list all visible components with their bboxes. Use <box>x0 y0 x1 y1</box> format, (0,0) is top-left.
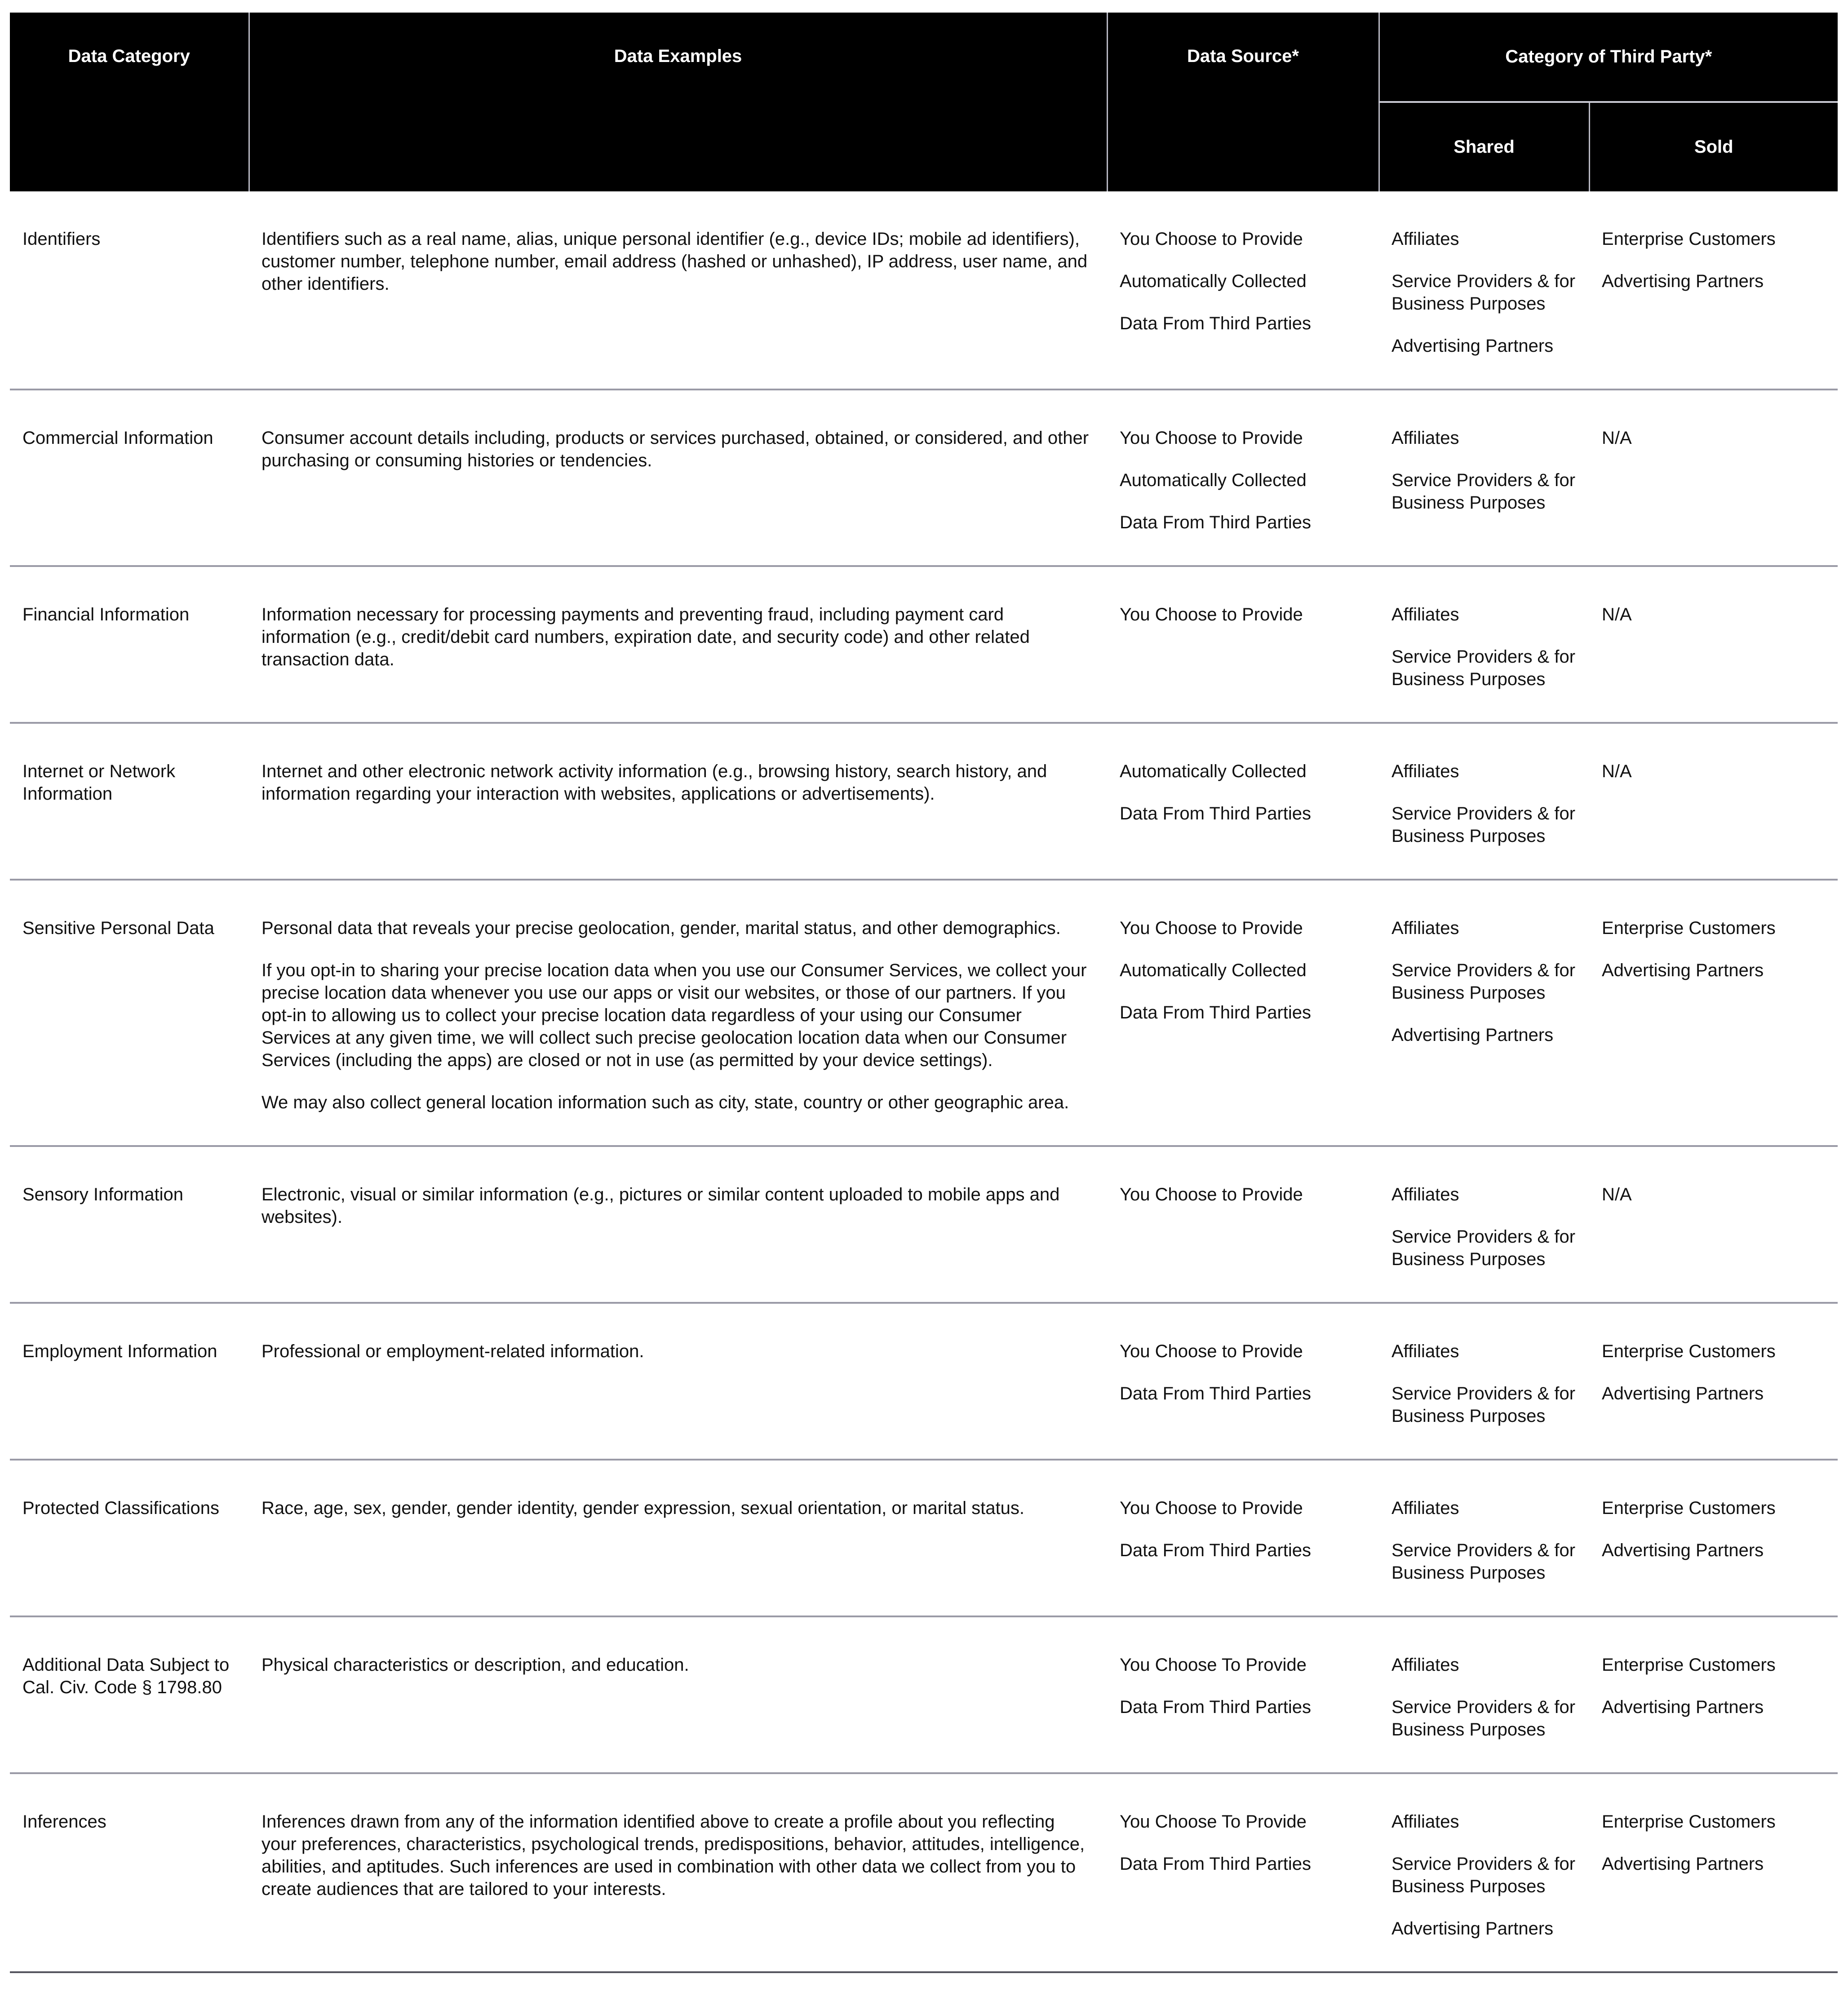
sold-party-item: N/A <box>1602 428 1632 448</box>
cell-shared <box>1379 1146 1589 1303</box>
data-category-table <box>10 13 1838 1973</box>
example-paragraph: Personal data that reveals your precise geolocation, gender, marital status, and other demographics. <box>261 918 1061 938</box>
data-source-item: Automatically Collected <box>1120 761 1307 781</box>
example-paragraph: Physical characteristics or description, and education. <box>261 1655 689 1675</box>
cell-data-source <box>1107 1616 1379 1773</box>
cell-sold-list <box>1602 427 1825 449</box>
cell-data-category: Employment Information <box>10 1303 249 1460</box>
cell-data-examples <box>249 389 1107 566</box>
cell-sold <box>1589 1616 1838 1773</box>
example-paragraph: If you opt-in to sharing your precise location data when you use our Consumer Services, we collect your precise location data whenever you use our apps or visit our websites, or those of our partners. If you opt-in to allowing us to collect your precise location data regardless of your using our Consumer Services at any given time, we will collect such precise geolocation location data when our Consumer Services (including the apps) are closed or not in use (as permitted by your device settings). <box>261 960 1087 1070</box>
data-source-item: You Choose to Provide <box>1120 918 1303 938</box>
table-row <box>10 723 1838 880</box>
table-body <box>10 191 1838 1972</box>
header-data-source: Data Source* <box>1107 13 1379 191</box>
data-source-item: You Choose To Provide <box>1120 1812 1307 1832</box>
data-source-item: Data From Third Parties <box>1120 1384 1312 1403</box>
cell-data-source-list <box>1120 228 1366 335</box>
cell-sold-list <box>1602 917 1825 982</box>
cell-data-source-list <box>1120 1810 1366 1875</box>
data-source-item: You Choose to Provide <box>1120 1185 1303 1204</box>
cell-data-category: Identifiers <box>10 191 249 389</box>
cell-shared <box>1379 566 1589 723</box>
shared-party-item: Affiliates <box>1392 1498 1459 1518</box>
example-paragraph: Inferences drawn from any of the information identified above to create a profile about you reflecting your preferences, characteristics, psychological trends, predispositions, behavior, attitudes, intelligence, abilities, and aptitudes. Such inferences are used in combination with other data we collect from you to create audiences that are tailored to your interests. <box>261 1812 1085 1899</box>
cell-data-source <box>1107 1303 1379 1460</box>
data-source-item: Data From Third Parties <box>1120 1003 1312 1022</box>
sold-party-item: Advertising Partners <box>1602 1384 1764 1403</box>
sold-party-item: Advertising Partners <box>1602 960 1764 980</box>
cell-sold-list <box>1602 1183 1825 1206</box>
cell-data-source-list <box>1120 1183 1366 1206</box>
cell-shared <box>1379 1303 1589 1460</box>
shared-party-item: Affiliates <box>1392 229 1459 249</box>
sold-party-item: Advertising Partners <box>1602 271 1764 291</box>
example-paragraph: We may also collect general location information such as city, state, country or other geographic area. <box>261 1093 1069 1112</box>
cell-shared-list <box>1392 1654 1577 1741</box>
cell-data-examples <box>249 723 1107 880</box>
cell-data-category: Internet or Network Information <box>10 723 249 880</box>
cell-data-source <box>1107 191 1379 389</box>
example-paragraph: Electronic, visual or similar information (e.g., pictures or similar content uploaded to mobile apps and websites). <box>261 1185 1060 1227</box>
cell-shared <box>1379 191 1589 389</box>
cell-data-category: Inferences <box>10 1773 249 1972</box>
cell-data-category: Protected Classifications <box>10 1460 249 1616</box>
sold-party-item: Advertising Partners <box>1602 1854 1764 1874</box>
cell-data-category: Commercial Information <box>10 389 249 566</box>
data-source-item: You Choose to Provide <box>1120 229 1303 249</box>
data-source-item: Data From Third Parties <box>1120 1540 1312 1560</box>
cell-data-source <box>1107 1146 1379 1303</box>
cell-shared-list <box>1392 228 1577 357</box>
shared-party-item: Affiliates <box>1392 1341 1459 1361</box>
cell-shared-list <box>1392 603 1577 690</box>
shared-party-item: Service Providers & for Business Purposes <box>1392 470 1576 513</box>
header-data-category: Data Category <box>10 13 249 191</box>
cell-shared-list <box>1392 427 1577 514</box>
cell-data-source <box>1107 566 1379 723</box>
cell-sold <box>1589 880 1838 1146</box>
shared-party-item: Service Providers & for Business Purposes <box>1392 647 1576 689</box>
cell-shared-list <box>1392 1183 1577 1270</box>
table-row <box>10 1616 1838 1773</box>
data-source-item: You Choose to Provide <box>1120 1341 1303 1361</box>
data-source-item: Data From Third Parties <box>1120 1697 1312 1717</box>
shared-party-item: Advertising Partners <box>1392 1025 1554 1045</box>
shared-party-item: Affiliates <box>1392 1185 1459 1204</box>
cell-data-examples <box>249 1773 1107 1972</box>
shared-party-item: Affiliates <box>1392 1812 1459 1832</box>
example-paragraph: Identifiers such as a real name, alias, unique personal identifier (e.g., device IDs; mobile ad identifiers), customer number, telephone number, email address (hashed or unhashed), IP address, user name, and other identifiers. <box>261 229 1088 294</box>
cell-sold <box>1589 1146 1838 1303</box>
cell-data-category: Additional Data Subject to Cal. Civ. Code § 1798.80 <box>10 1616 249 1773</box>
data-source-item: You Choose To Provide <box>1120 1655 1307 1675</box>
table-row <box>10 1773 1838 1972</box>
cell-data-source-list <box>1120 1654 1366 1718</box>
cell-data-source <box>1107 723 1379 880</box>
table-row <box>10 191 1838 389</box>
sold-party-item: N/A <box>1602 605 1632 624</box>
cell-shared-list <box>1392 1497 1577 1584</box>
cell-sold-list <box>1602 1654 1825 1718</box>
sold-party-item: Enterprise Customers <box>1602 1498 1776 1518</box>
cell-data-examples <box>249 1616 1107 1773</box>
cell-shared <box>1379 389 1589 566</box>
cell-shared-list <box>1392 1810 1577 1940</box>
table-row <box>10 1146 1838 1303</box>
cell-sold <box>1589 1460 1838 1616</box>
cell-data-source-list <box>1120 917 1366 1024</box>
shared-party-item: Service Providers & for Business Purposes <box>1392 960 1576 1003</box>
example-paragraph: Internet and other electronic network activity information (e.g., browsing history, search history, and information regarding your interaction with websites, applications or advertisements). <box>261 761 1047 804</box>
data-source-item: Data From Third Parties <box>1120 804 1312 823</box>
data-source-item: Automatically Collected <box>1120 271 1307 291</box>
sold-party-item: Advertising Partners <box>1602 1540 1764 1560</box>
cell-sold-list <box>1602 228 1825 292</box>
data-source-item: You Choose to Provide <box>1120 605 1303 624</box>
cell-sold <box>1589 1303 1838 1460</box>
shared-party-item: Service Providers & for Business Purposes <box>1392 1227 1576 1269</box>
cell-data-examples <box>249 880 1107 1146</box>
sold-party-item: Advertising Partners <box>1602 1697 1764 1717</box>
table-row <box>10 389 1838 566</box>
cell-shared <box>1379 880 1589 1146</box>
cell-sold <box>1589 191 1838 389</box>
data-source-item: You Choose to Provide <box>1120 428 1303 448</box>
shared-party-item: Advertising Partners <box>1392 1919 1554 1939</box>
sold-party-item: Enterprise Customers <box>1602 918 1776 938</box>
cell-sold-list <box>1602 1810 1825 1875</box>
cell-shared <box>1379 1773 1589 1972</box>
cell-data-examples <box>249 1146 1107 1303</box>
cell-sold <box>1589 389 1838 566</box>
cell-shared-list <box>1392 760 1577 847</box>
shared-party-item: Affiliates <box>1392 428 1459 448</box>
cell-data-source <box>1107 389 1379 566</box>
cell-shared <box>1379 1616 1589 1773</box>
example-paragraph: Consumer account details including, products or services purchased, obtained, or considered, and other purchasing or consuming histories or tendencies. <box>261 428 1089 470</box>
sold-party-item: N/A <box>1602 1185 1632 1204</box>
cell-sold-list <box>1602 760 1825 783</box>
header-shared: Shared <box>1379 102 1589 191</box>
table-row <box>10 1460 1838 1616</box>
cell-data-category: Sensitive Personal Data <box>10 880 249 1146</box>
cell-sold-list <box>1602 1340 1825 1405</box>
cell-sold-list <box>1602 603 1825 626</box>
cell-sold <box>1589 1773 1838 1972</box>
cell-shared <box>1379 723 1589 880</box>
data-source-item: Automatically Collected <box>1120 470 1307 490</box>
data-source-item: Data From Third Parties <box>1120 314 1312 333</box>
table-header <box>10 13 1838 191</box>
header-sold: Sold <box>1589 102 1838 191</box>
cell-data-category: Financial Information <box>10 566 249 723</box>
cell-data-category: Sensory Information <box>10 1146 249 1303</box>
shared-party-item: Service Providers & for Business Purposes <box>1392 1540 1576 1583</box>
sold-party-item: Enterprise Customers <box>1602 1812 1776 1832</box>
shared-party-item: Service Providers & for Business Purposes <box>1392 1384 1576 1426</box>
data-source-item: Data From Third Parties <box>1120 513 1312 532</box>
shared-party-item: Affiliates <box>1392 761 1459 781</box>
sold-party-item: Enterprise Customers <box>1602 1655 1776 1675</box>
header-data-examples: Data Examples <box>249 13 1107 191</box>
shared-party-item: Service Providers & for Business Purposes <box>1392 804 1576 846</box>
cell-data-examples <box>249 191 1107 389</box>
cell-data-examples <box>249 566 1107 723</box>
cell-data-source <box>1107 1773 1379 1972</box>
shared-party-item: Service Providers & for Business Purposes <box>1392 1697 1576 1739</box>
cell-data-examples <box>249 1303 1107 1460</box>
data-source-item: You Choose to Provide <box>1120 1498 1303 1518</box>
cell-data-source-list <box>1120 427 1366 534</box>
table-row <box>10 880 1838 1146</box>
header-third-party-category: Category of Third Party* <box>1379 13 1838 102</box>
data-source-item: Data From Third Parties <box>1120 1854 1312 1874</box>
cell-data-source-list <box>1120 1497 1366 1562</box>
shared-party-item: Advertising Partners <box>1392 336 1554 356</box>
cell-data-source <box>1107 880 1379 1146</box>
cell-data-source <box>1107 1460 1379 1616</box>
cell-sold <box>1589 566 1838 723</box>
cell-sold <box>1589 723 1838 880</box>
cell-data-source-list <box>1120 603 1366 626</box>
shared-party-item: Affiliates <box>1392 605 1459 624</box>
sold-party-item: Enterprise Customers <box>1602 229 1776 249</box>
sold-party-item: N/A <box>1602 761 1632 781</box>
example-paragraph: Race, age, sex, gender, gender identity, gender expression, sexual orientation, or marital status. <box>261 1498 1025 1518</box>
cell-sold-list <box>1602 1497 1825 1562</box>
table-row <box>10 1303 1838 1460</box>
table-row <box>10 566 1838 723</box>
shared-party-item: Service Providers & for Business Purposes <box>1392 1854 1576 1896</box>
cell-data-source-list <box>1120 1340 1366 1405</box>
example-paragraph: Information necessary for processing payments and preventing fraud, including payment card information (e.g., credit/debit card numbers, expiration date, and security code) and other related transaction data. <box>261 605 1030 669</box>
sold-party-item: Enterprise Customers <box>1602 1341 1776 1361</box>
shared-party-item: Affiliates <box>1392 1655 1459 1675</box>
data-source-item: Automatically Collected <box>1120 960 1307 980</box>
cell-data-examples <box>249 1460 1107 1616</box>
cell-data-source-list <box>1120 760 1366 825</box>
example-paragraph: Professional or employment-related information. <box>261 1341 644 1361</box>
shared-party-item: Affiliates <box>1392 918 1459 938</box>
cell-shared <box>1379 1460 1589 1616</box>
cell-shared-list <box>1392 917 1577 1046</box>
cell-shared-list <box>1392 1340 1577 1427</box>
shared-party-item: Service Providers & for Business Purposes <box>1392 271 1576 314</box>
